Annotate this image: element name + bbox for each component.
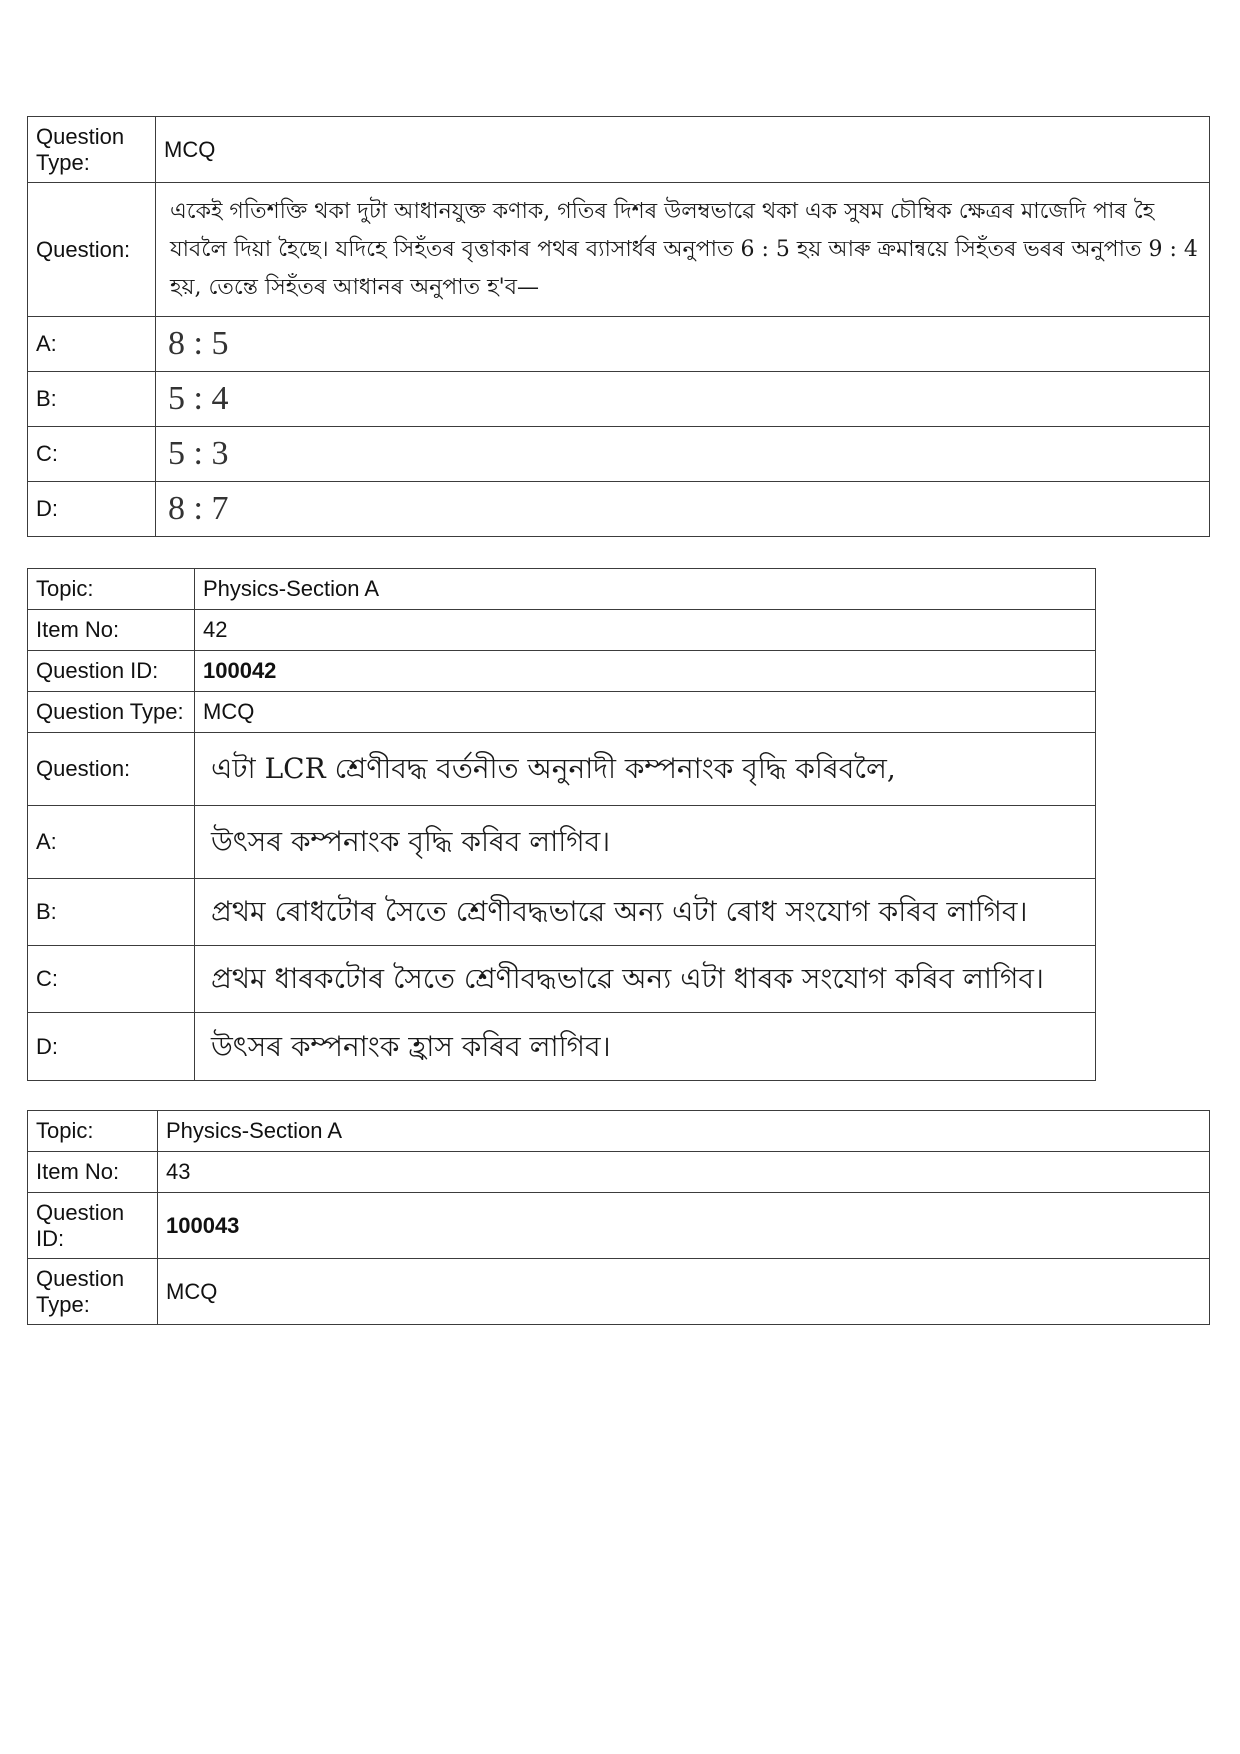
option-row-d	[28, 482, 1210, 537]
option-row-c	[28, 427, 1210, 482]
option-row-a	[28, 317, 1210, 372]
topic-value: Physics-Section A	[195, 569, 1096, 610]
option-text: উৎসৰ কম্পনাংক হ্ৰাস কৰিব লাগিব।	[195, 1013, 1096, 1081]
option-text: 8 : 7	[156, 482, 1210, 537]
option-text: 8 : 5	[156, 317, 1210, 372]
question-type-value: MCQ	[158, 1259, 1210, 1325]
row-question	[28, 183, 1210, 317]
item-no-label: Item No:	[28, 1152, 158, 1193]
question-type-label: Question Type:	[28, 692, 195, 733]
topic-value: Physics-Section A	[158, 1111, 1210, 1152]
option-label: A:	[28, 317, 156, 372]
option-row-c	[28, 946, 1096, 1013]
topic-label: Topic:	[28, 569, 195, 610]
row-question-id	[28, 1193, 1210, 1259]
option-label: C:	[28, 946, 195, 1013]
question-table-41	[27, 116, 1210, 537]
row-topic	[28, 569, 1096, 610]
row-question-type	[28, 692, 1096, 733]
option-row-d	[28, 1013, 1096, 1081]
question-id-value: 100043	[158, 1193, 1210, 1259]
option-label: D:	[28, 1013, 195, 1081]
option-row-b	[28, 879, 1096, 946]
row-question-type	[28, 1259, 1210, 1325]
row-question-type	[28, 117, 1210, 183]
question-id-label: Question ID:	[28, 1193, 158, 1259]
row-question-id	[28, 651, 1096, 692]
option-label: C:	[28, 427, 156, 482]
option-row-a	[28, 806, 1096, 879]
question-type-value: MCQ	[195, 692, 1096, 733]
question-id-value: 100042	[195, 651, 1096, 692]
row-question	[28, 733, 1096, 806]
item-no-value: 42	[195, 610, 1096, 651]
item-no-label: Item No:	[28, 610, 195, 651]
row-item-no	[28, 1152, 1210, 1193]
question-text: এটা LCR শ্ৰেণীবদ্ধ বৰ্তনীত অনুনাদী কম্পনাংক বৃদ্ধি কৰিবলৈ,	[195, 733, 1096, 806]
option-text: প্ৰথম ৰোধটোৰ সৈতে শ্ৰেণীবদ্ধভাৱে অন্য এটা ৰোধ সংযোগ কৰিব লাগিব।	[195, 879, 1096, 946]
question-label: Question:	[28, 733, 195, 806]
option-label: B:	[28, 879, 195, 946]
question-id-label: Question ID:	[28, 651, 195, 692]
option-label: D:	[28, 482, 156, 537]
item-no-value: 43	[158, 1152, 1210, 1193]
option-text: উৎসৰ কম্পনাংক বৃদ্ধি কৰিব লাগিব।	[195, 806, 1096, 879]
option-text: প্ৰথম ধাৰকটোৰ সৈতে শ্ৰেণীবদ্ধভাৱে অন্য এটা ধাৰক সংযোগ কৰিব লাগিব।	[195, 946, 1096, 1013]
option-text: 5 : 3	[156, 427, 1210, 482]
option-row-b	[28, 372, 1210, 427]
question-label: Question:	[28, 183, 156, 317]
question-type-value: MCQ	[156, 117, 1210, 183]
option-label: B:	[28, 372, 156, 427]
option-text: 5 : 4	[156, 372, 1210, 427]
option-label: A:	[28, 806, 195, 879]
question-text: একেই গতিশক্তি থকা দুটা আধানযুক্ত কণাক, গতিৰ দিশৰ উলম্বভাৱে থকা এক সুষম চৌম্বিক ক্ষেত্ৰৰ মাজেদি পাৰ হৈ যাবলৈ দিয়া হৈছে। যদিহে সিহঁতৰ বৃত্তাকাৰ পথৰ ব্যাসাৰ্ধৰ অনুপাত 6 : 5 হয় আৰু ক্ৰমান্বয়ে সিহঁতৰ ভৰৰ অনুপাত 9 : 4 হয়, তেন্তে সিহঁতৰ আধানৰ অনুপাত হ'ব—	[156, 183, 1210, 317]
row-topic	[28, 1111, 1210, 1152]
row-item-no	[28, 610, 1096, 651]
question-type-label: Question Type:	[28, 117, 156, 183]
question-type-label: Question Type:	[28, 1259, 158, 1325]
question-table-42	[27, 568, 1096, 1081]
topic-label: Topic:	[28, 1111, 158, 1152]
question-table-43	[27, 1110, 1210, 1325]
